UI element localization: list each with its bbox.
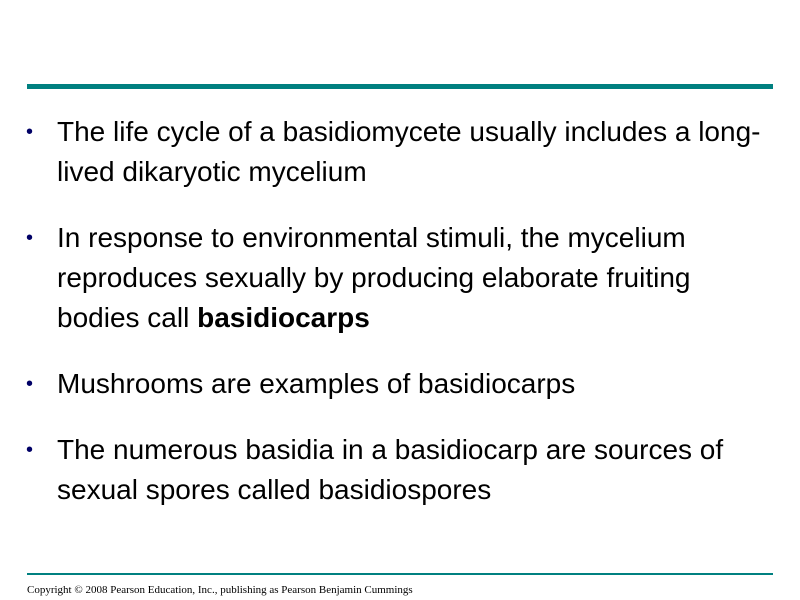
bullet-icon: •	[26, 227, 34, 249]
bullet-icon: •	[26, 373, 34, 395]
bullet-item	[26, 112, 766, 192]
bullet-text: Mushrooms are examples of basidiocarps	[57, 368, 576, 399]
bullet-item	[26, 364, 766, 404]
header-divider	[27, 84, 773, 89]
footer-divider	[27, 573, 773, 575]
bullet-item	[26, 218, 766, 338]
bullet-icon: •	[26, 121, 34, 143]
bullet-icon: •	[26, 439, 34, 461]
bullet-item	[26, 430, 766, 510]
copyright-notice: Copyright © 2008 Pearson Education, Inc., publishing as Pearson Benjamin Cummings	[27, 584, 413, 596]
bullet-list	[26, 112, 766, 510]
bullet-text: The numerous basidia in a basidiocarp are sources of sexual spores called basidiospores	[57, 434, 724, 505]
bullet-text: In response to environmental stimuli, the mycelium reproduces sexually by producing elaborate fruiting bodies call	[57, 222, 691, 333]
bold-term: basidiocarps	[197, 302, 370, 333]
bullet-text: The life cycle of a basidiomycete usually includes a long-lived dikaryotic mycelium	[57, 116, 761, 187]
